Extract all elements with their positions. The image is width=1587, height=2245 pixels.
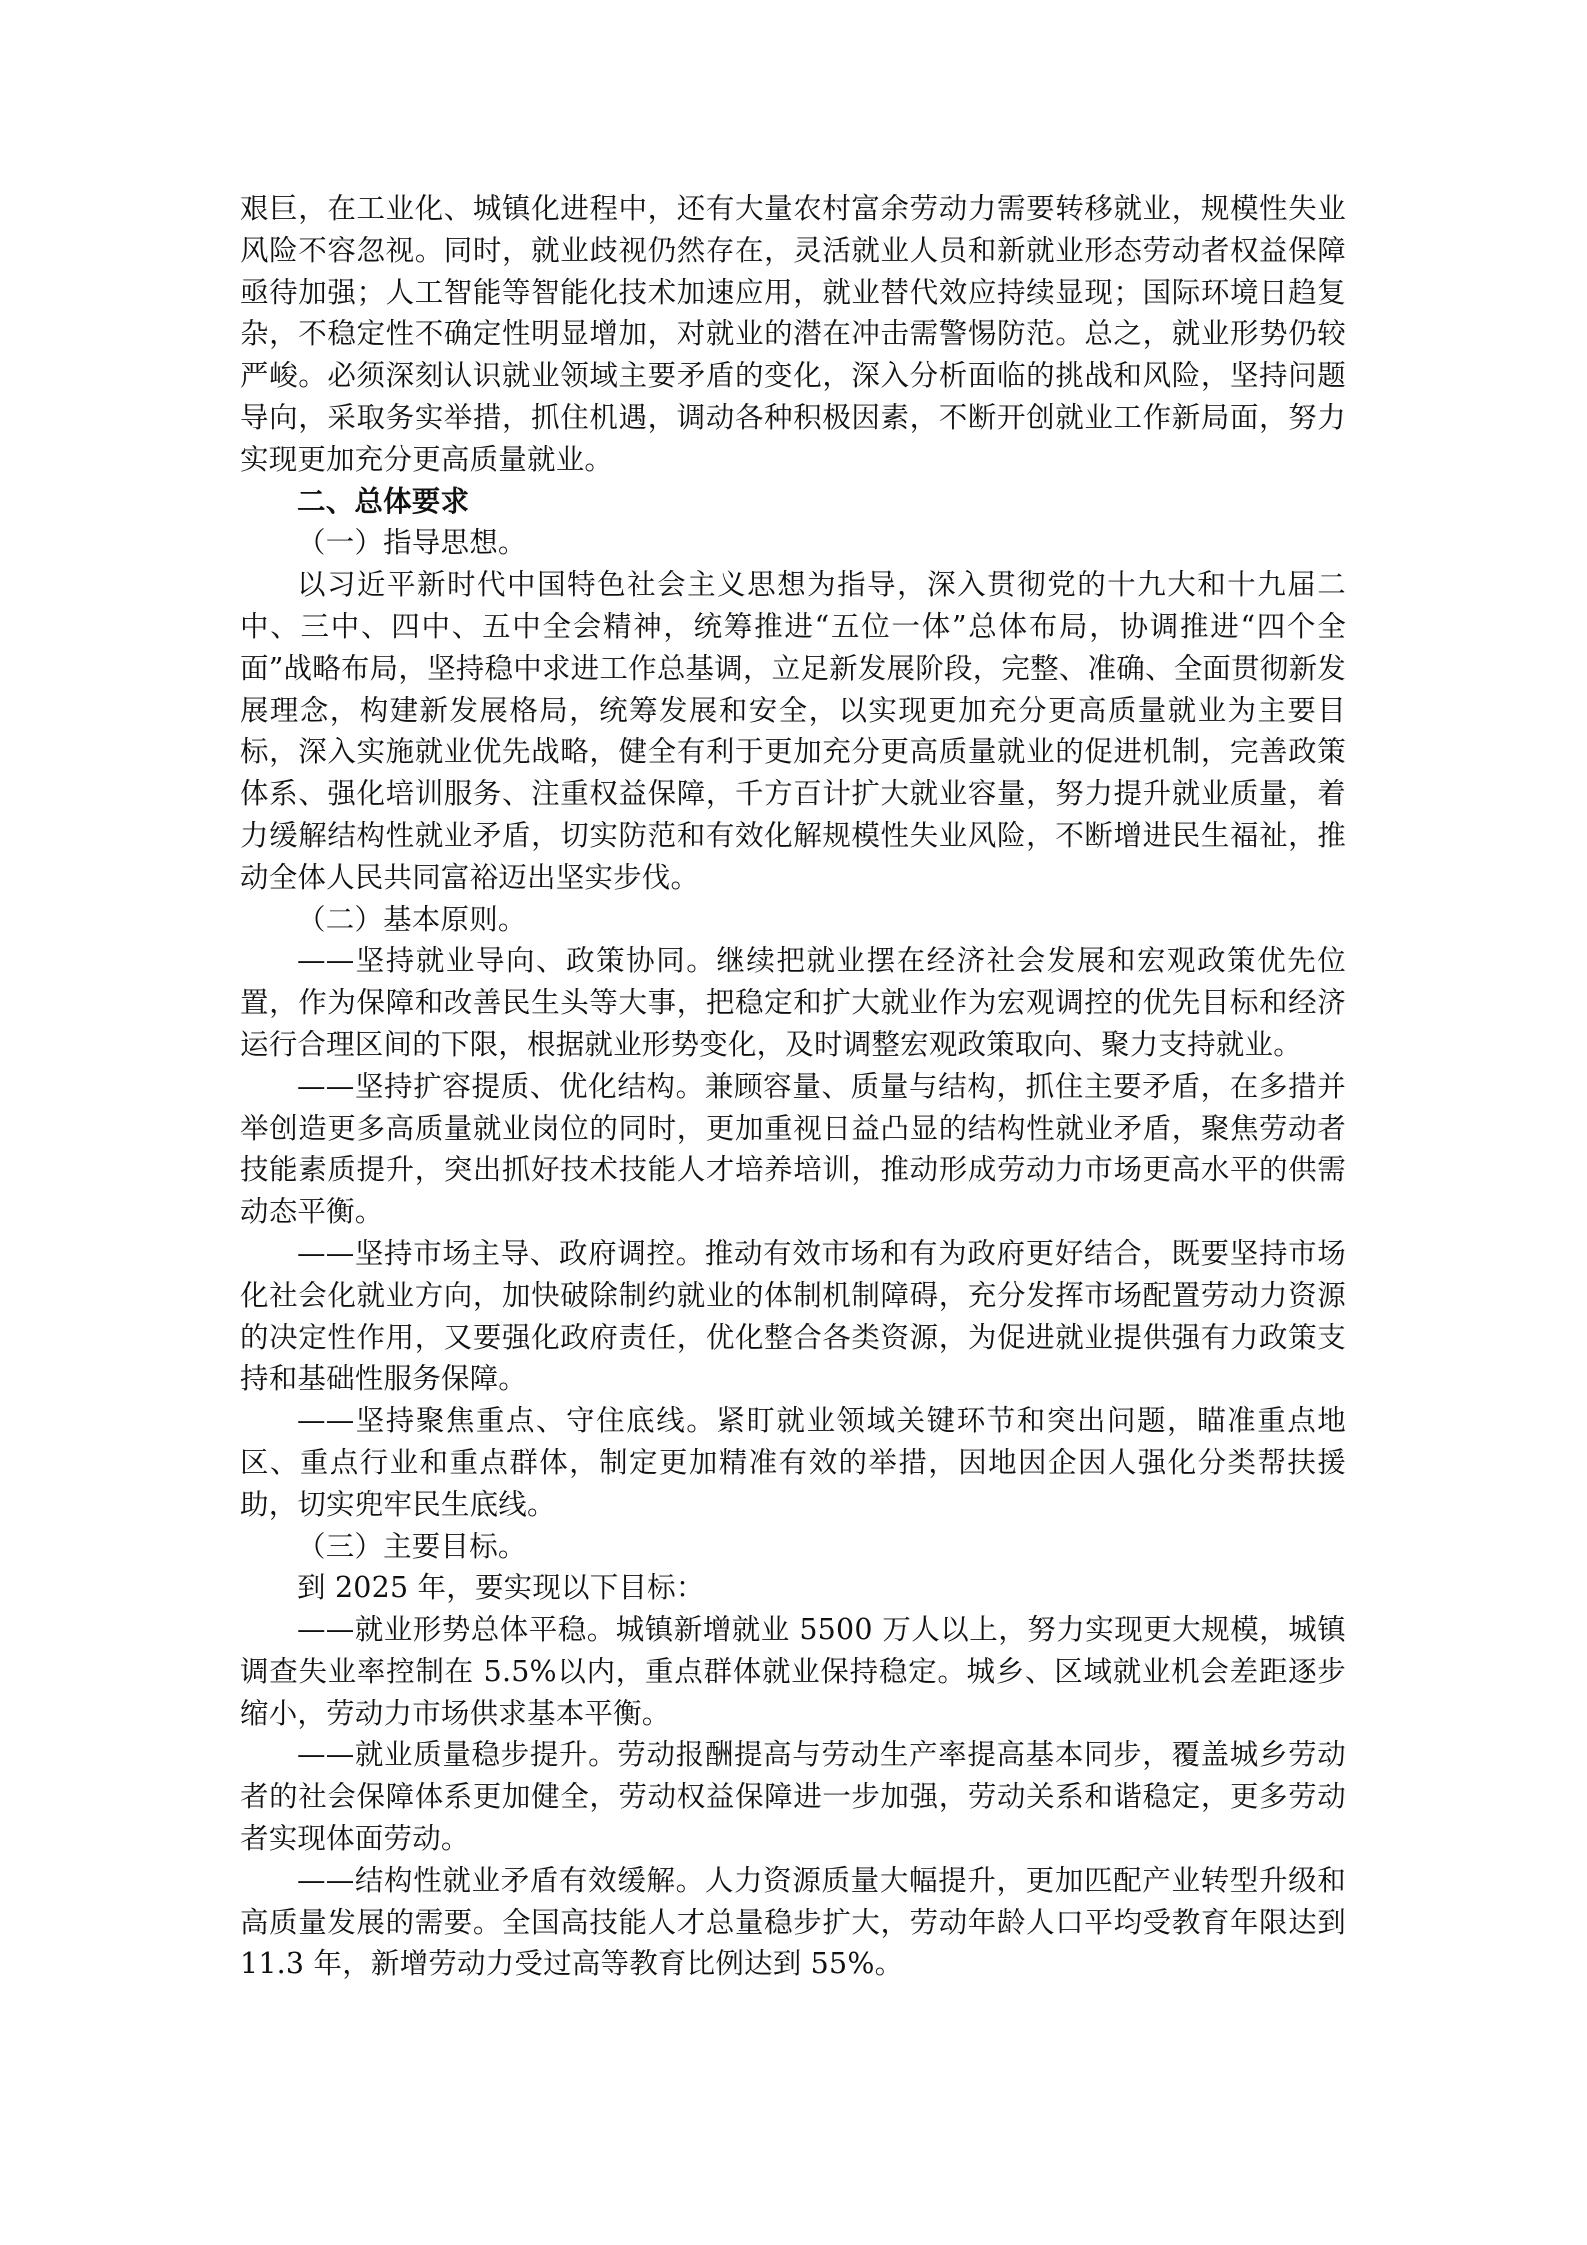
subheading-guiding-ideology: （一）指导思想。 — [297, 526, 527, 560]
paragraph-principle-employment-orientation: ——坚持就业导向、政策协同。继续把就业摆在经济社会发展和宏观政策优先位置，作为保障和改善民生头等大事，把稳定和扩大就业作为宏观调控的优先目标和经济运行合理区间的下限，根据就业形势变化，及时调整宏观政策取向、聚力支持就业。 — [240, 944, 1346, 1061]
subheading-main-goals: （三）主要目标。 — [297, 1529, 527, 1563]
paragraph-goals-intro: 到 2025 年，要实现以下目标： — [297, 1571, 705, 1605]
paragraph-goal-stable-employment: ——就业形势总体平稳。城镇新增就业 5500 万人以上，努力实现更大规模，城镇调查失业率控制在 5.5%以内，重点群体就业保持稳定。城乡、区域就业机会差距逐步缩小，劳动力市场供求基本平衡。 — [240, 1613, 1346, 1730]
subheading-basic-principles: （二）基本原则。 — [297, 902, 527, 936]
paragraph-principle-market-leading: ——坚持市场主导、政府调控。推动有效市场和有为政府更好结合，既要坚持市场化社会化就业方向，加快破除制约就业的体制机制障碍，充分发挥市场配置劳动力资源的决定性作用，又要强化政府责任，优化整合各类资源，为促进就业提供强有力政策支持和基础性服务保障。 — [240, 1236, 1346, 1396]
paragraph-goal-employment-quality: ——就业质量稳步提升。劳动报酬提高与劳动生产率提高基本同步，覆盖城乡劳动者的社会保障体系更加健全，劳动权益保障进一步加强，劳动关系和谐稳定，更多劳动者实现体面劳动。 — [240, 1738, 1346, 1856]
paragraph-goal-structural-contradiction: ——结构性就业矛盾有效缓解。人力资源质量大幅提升，更加匹配产业转型升级和高质量发展的需要。全国高技能人才总量稳步扩大，劳动年龄人口平均受教育年限达到 11.3 年，新增劳动力受过高等教育比例达到 55%。 — [240, 1863, 1346, 1981]
paragraph-principle-focus-key-points: ——坚持聚焦重点、守住底线。紧盯就业领域关键环节和突出问题，瞄准重点地区、重点行业和重点群体，制定更加精准有效的举措，因地因企因人强化分类帮扶援助，切实兜牢民生底线。 — [240, 1404, 1346, 1521]
paragraph-employment-challenges: 艰巨，在工业化、城镇化进程中，还有大量农村富余劳动力需要转移就业，规模性失业风险不容忽视。同时，就业歧视仍然存在，灵活就业人员和新就业形态劳动者权益保障亟待加强；人工智能等智能化技术加速应用，就业替代效应持续显现；国际环境日趋复杂，不稳定性不确定性明显增加，对就业的潜在冲击需警惕防范。总之，就业形势仍较严峻。必须深刻认识就业领域主要矛盾的变化，深入分析面临的挑战和风险，坚持问题导向，采取务实举措，抓住机遇，调动各种积极因素，不断开创就业工作新局面，努力实现更加充分更高质量就业。 — [240, 192, 1346, 476]
paragraph-guiding-ideology: 以习近平新时代中国特色社会主义思想为指导，深入贯彻党的十九大和十九届二中、三中、四中、五中全会精神，统筹推进“五位一体”总体布局，协调推进“四个全面”战略布局，坚持稳中求进工作总基调，立足新发展阶段，完整、准确、全面贯彻新发展理念，构建新发展格局，统筹发展和安全，以实现更加充分更高质量就业为主要目标，深入实施就业优先战略，健全有利于更加充分更高质量就业的促进机制，完善政策体系、强化培训服务、注重权益保障，千方百计扩大就业容量，努力提升就业质量，着力缓解结构性就业矛盾，切实防范和有效化解规模性失业风险，不断增进民生福祉，推动全体人民共同富裕迈出坚实步伐。 — [240, 568, 1346, 894]
paragraph-principle-expand-capacity: ——坚持扩容提质、优化结构。兼顾容量、质量与结构，抓住主要矛盾，在多措并举创造更多高质量就业岗位的同时，更加重视日益凸显的结构性就业矛盾，聚焦劳动者技能素质提升，突出抓好技术技能人才培养培训，推动形成劳动力市场更高水平的供需动态平衡。 — [240, 1069, 1346, 1229]
document-body — [240, 188, 1346, 1985]
section-heading-overall-requirements: 二、总体要求 — [297, 484, 470, 518]
